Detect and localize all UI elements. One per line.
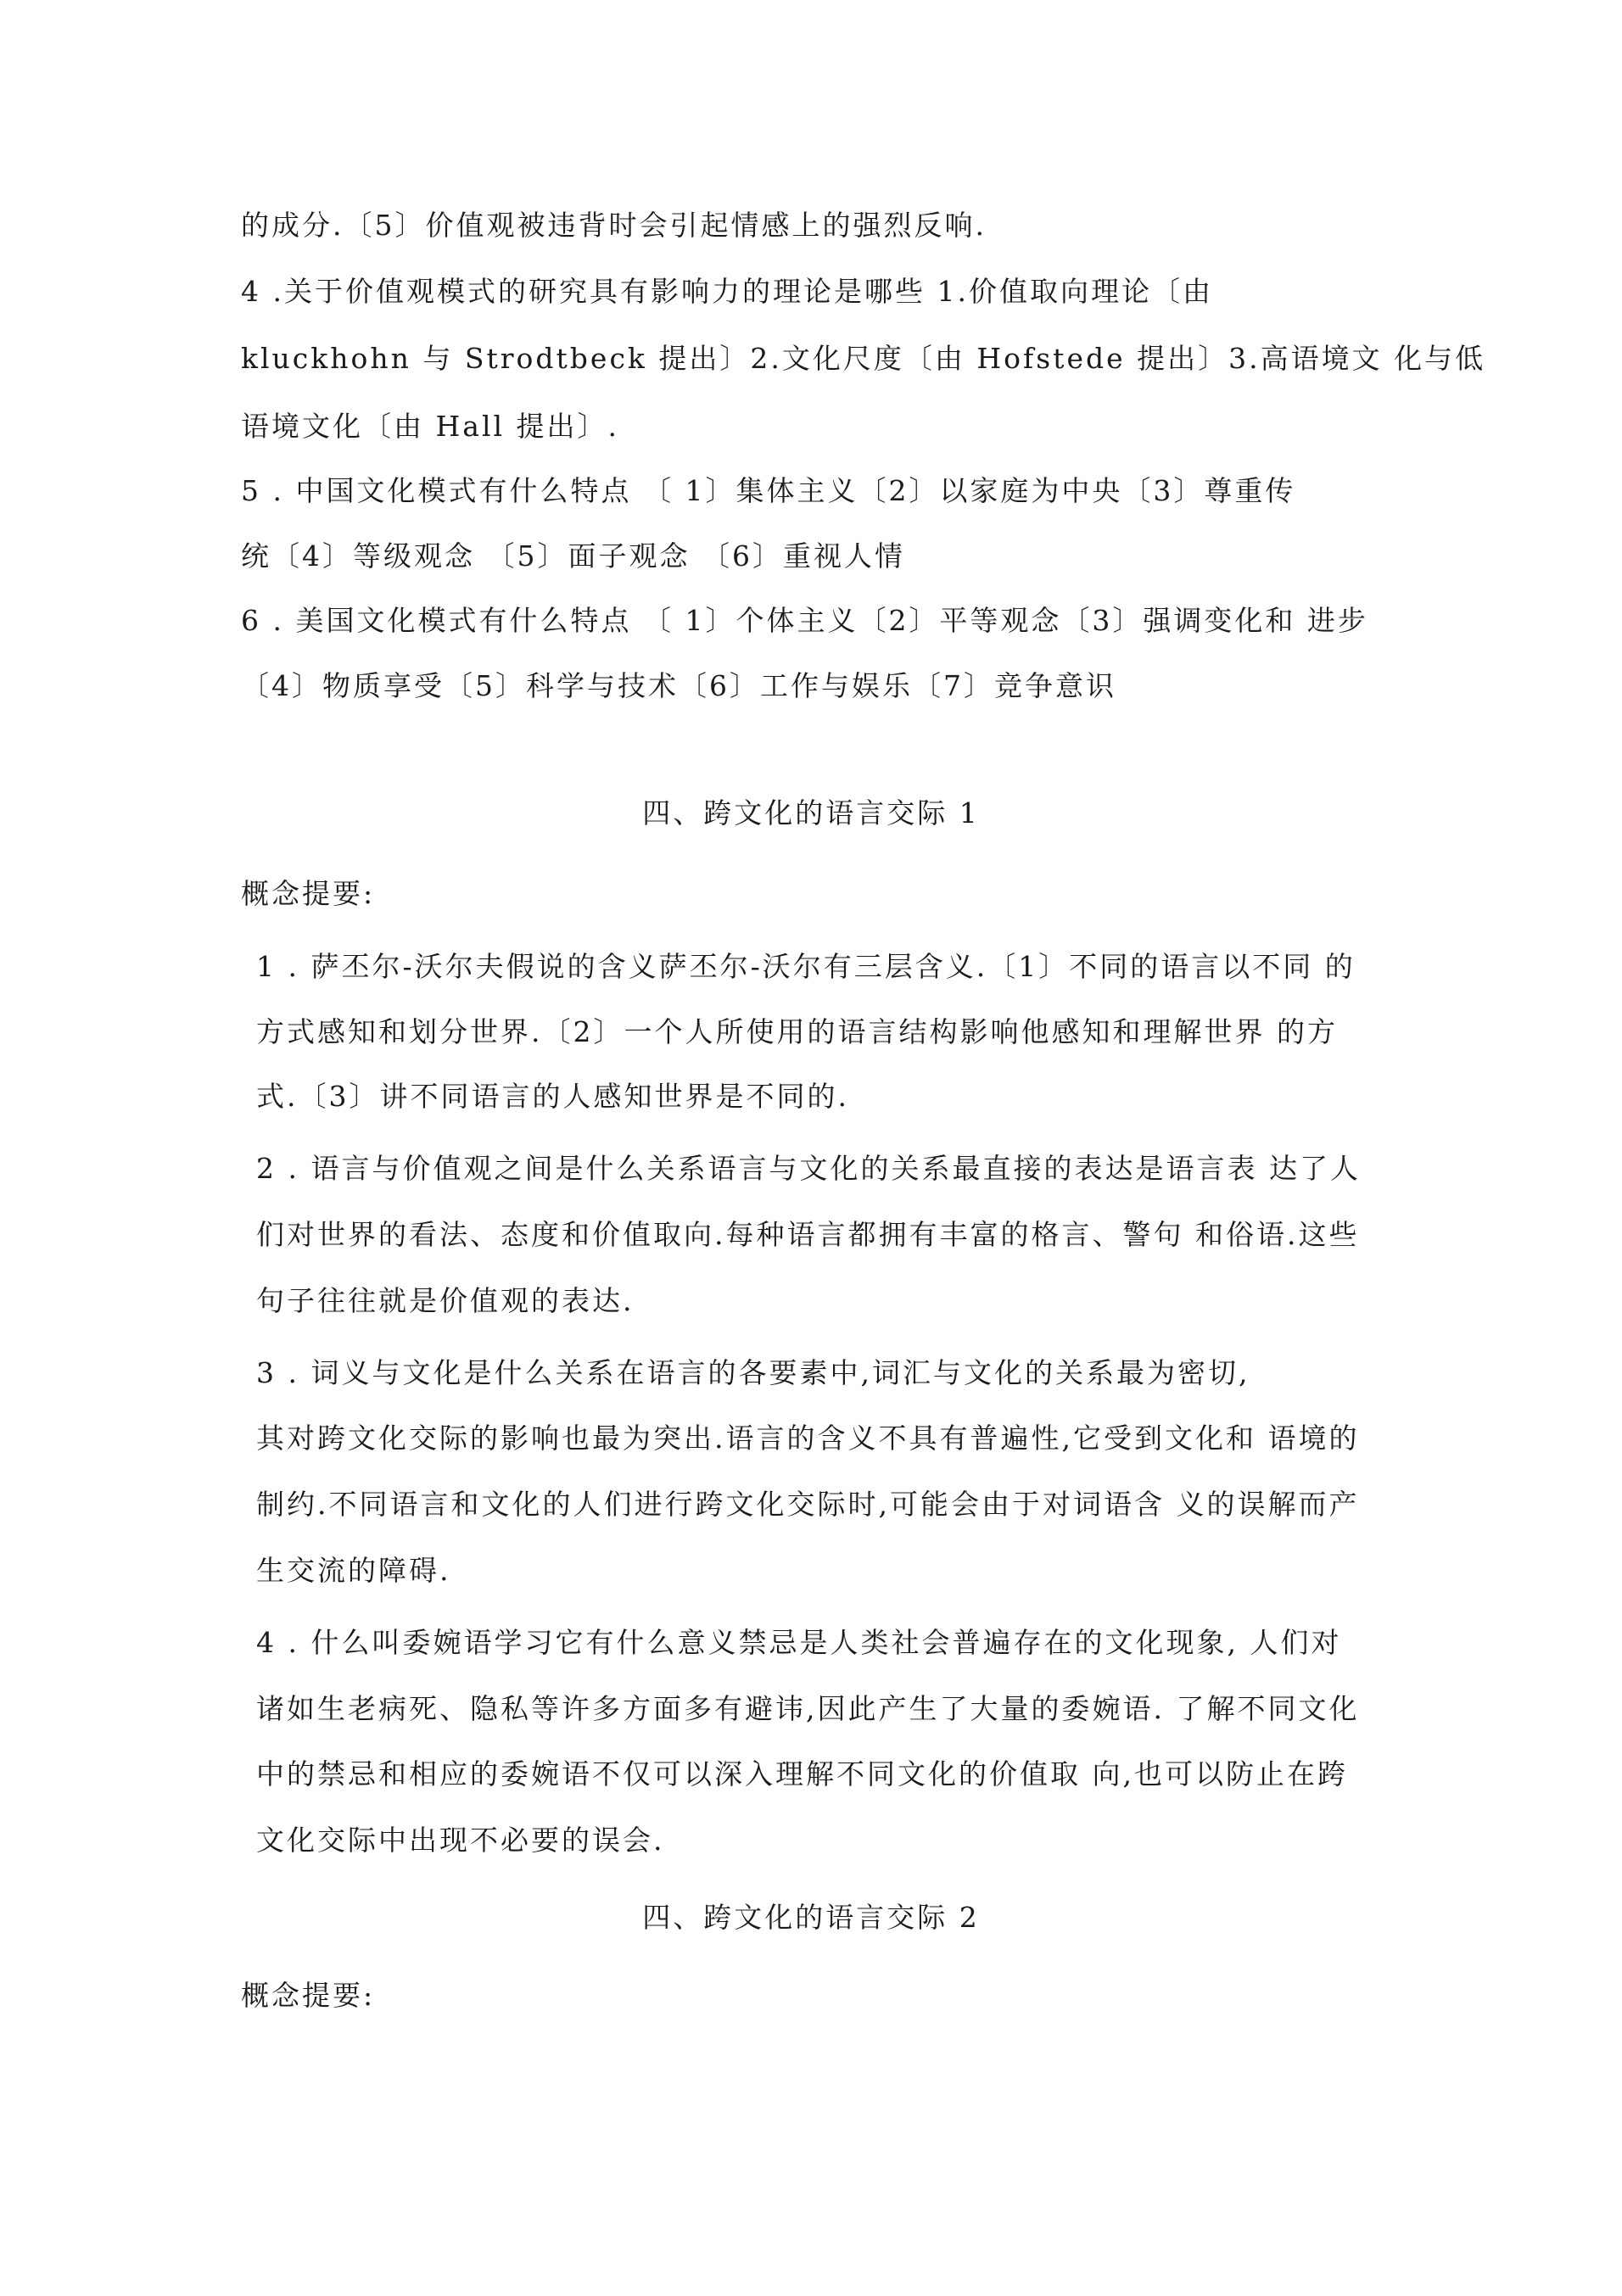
text-line: 〔4〕物质享受〔5〕科学与技术〔6〕工作与娱乐〔7〕竞争意识	[241, 669, 1116, 702]
text-line: 的成分.〔5〕价值观被违背时会引起情感上的强烈反响.	[241, 209, 987, 242]
text-line: 6 . 美国文化模式有什么特点 〔 1〕个体主义〔2〕平等观念〔3〕强调变化和 进步	[241, 604, 1368, 637]
summary-label: 概念提要:	[241, 877, 376, 910]
text-line: 们对世界的看法、态度和价值取向.每种语言都拥有丰富的格言、警句 和俗语.这些	[256, 1218, 1360, 1251]
text-line: 方式感知和划分世界.〔2〕一个人所使用的语言结构影响他感知和理解世界 的方	[256, 1015, 1338, 1048]
text-line: 诸如生老病死、隐私等许多方面多有避讳,因此产生了大量的委婉语. 了解不同文化	[256, 1692, 1360, 1725]
text-line: 3 . 词义与文化是什么关系在语言的各要素中,词汇与文化的关系最为密切,	[256, 1356, 1250, 1389]
text-line: 5 . 中国文化模式有什么特点 〔 1〕集体主义〔2〕以家庭为中央〔3〕尊重传	[241, 474, 1296, 507]
section-heading: 四、跨文化的语言交际 2	[642, 1901, 980, 1934]
text-line: 4 .关于价值观模式的研究具有影响力的理论是哪些 1.价值取向理论〔由	[241, 275, 1213, 308]
text-line: 中的禁忌和相应的委婉语不仅可以深入理解不同文化的价值取 向,也可以防止在跨	[256, 1757, 1348, 1790]
text-line: 句子往往就是价值观的表达.	[256, 1284, 635, 1317]
text-line: 1 . 萨丕尔-沃尔夫假说的含义萨丕尔-沃尔有三层含义.〔1〕不同的语言以不同 的	[256, 950, 1356, 983]
summary-label: 概念提要:	[241, 1979, 376, 2012]
text-line: 统〔4〕等级观念 〔5〕面子观念 〔6〕重视人情	[241, 539, 905, 573]
text-line: 2 . 语言与价值观之间是什么关系语言与文化的关系最直接的表达是语言表 达了人	[256, 1152, 1361, 1185]
text-line: 其对跨文化交际的影响也最为突出.语言的含义不具有普遍性,它受到文化和 语境的	[256, 1422, 1360, 1455]
text-line: 文化交际中出现不必要的误会.	[256, 1824, 665, 1857]
text-line: 制约.不同语言和文化的人们进行跨文化交际时,可能会由于对词语含 义的误解而产	[256, 1488, 1360, 1521]
text-line: 语境文化〔由 Hall 提出〕.	[241, 410, 620, 443]
text-line: 式.〔3〕讲不同语言的人感知世界是不同的.	[256, 1080, 849, 1113]
text-line: 4 . 什么叫委婉语学习它有什么意义禁忌是人类社会普遍存在的文化现象, 人们对	[256, 1626, 1342, 1659]
text-line: 生交流的障碍.	[256, 1554, 451, 1587]
text-line: kluckhohn 与 Strodtbeck 提出〕2.文化尺度〔由 Hofstede 提出〕3.高语境文 化与低	[241, 342, 1486, 375]
section-heading: 四、跨文化的语言交际 1	[642, 796, 980, 830]
